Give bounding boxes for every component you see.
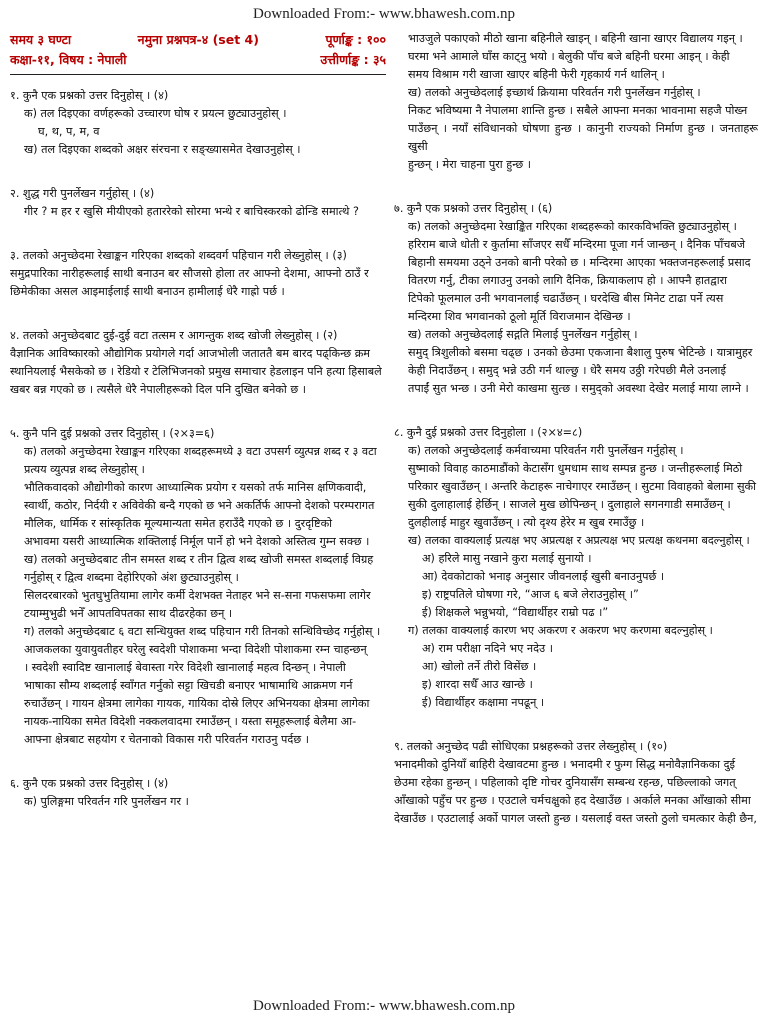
question-8-b-item: इ) राष्ट्रपतिले घोषणा गरे, “आज ६ बजे लेराउनुहोस् ।” [422,588,639,601]
top-para-line: समय विश्राम गरी खाजा खाएर बहिनी फेरी गृहकार्य गर्न थालिन् । [408,68,665,81]
question-4-title: ४. तलको अनुच्छेदबाट दुई-दुई वटा तत्सम र आगन्तुक शब्द खोजी लेख्नुहोस् । (२) [10,329,338,342]
question-5-a-line: मौलिक, धार्मिक र सांस्कृतिक मूल्यमान्यता समेत हराउँदै गएको छ । दुरदृष्टिको [24,517,333,530]
question-4-line: स्थानियलाई भैसकेको छ । रेडियो र टेलिभिजनको प्रमुख समाचार हेडलाइन पनि हत्या हिसाबले [10,365,382,378]
question-8-b-item: आ) देवकोटाको भनाइ अनुसार जीवनलाई खुसी बनाउनुपर्छ । [422,570,665,583]
question-5-b: ख) तलको अनुच्छेदबाट तीन समस्त शब्द र तीन द्वित्व शब्द खोजी समस्त शब्दलाई विग्रह गर्नुहोस् र द्वित्व शब्दमा देहोरिएको अंश छुट्याउनुहोस् । [24,553,374,584]
question-6-b-line: पाउँछन् । नयाँ संविधानको घोषणा हुन्छ । कानुनी राज्यको निर्माण हुन्छ । जनताहरू खुसी [408,122,758,153]
question-6-b-line: हुन्छन् । मेरा चाहना पुरा हुन्छ । [408,158,532,171]
question-5-c-line: रुचाउँछन् । गायन क्षेत्रमा लागेका गायक, गायिका दोस्रे लिएर अभिनयका क्षेत्रमा लागेका [24,697,370,710]
question-5-a-line: अभावमा यसरी आध्यात्मिक शक्तिलाई निर्मूल पार्ने हो भने देशको अस्तित्व गुम्न सक्छ । [24,535,370,548]
question-1-title: १. कुनै एक प्रश्नको उत्तर दिनुहोस् । (४) [10,89,169,102]
question-2-line: गीर ? म हर र खुसि मीयीएको हताररेको सोरमा भन्थे र बाचिस्करको ढोन्डि समात्थे ? [24,205,359,218]
question-5-c-line: । स्वदेशी स्वादिष्ट खानालाई बेवास्ता गरेर विदेशी खानालाई महत्व दिन्छन् । नेपाली [24,661,346,674]
right-column [394,30,758,828]
exam-class-subject: कक्षा-११, विषय : नेपाली [10,52,127,67]
question-7-b: ख) तलको अनुच्छेदलाई सद्गति मिलाई पुनर्लेखन गर्नुहोस् । [408,328,638,341]
question-8-b: ख) तलका वाक्यलाई प्रत्यक्ष भए अप्रत्यक्ष र अप्रत्यक्ष भए प्रत्यक्ष कथनमा बदल्नुहोस् । [408,534,750,547]
question-9-line: आँखाको पहुँच पर हुन्छ । एउटाले चर्मचक्षुको हद देखाउँछ । अर्काले मनका आँखाको सीमा [394,794,751,807]
question-8-c-item: आ) खोलो तर्ने तीरो विसेंछ । [422,660,537,673]
question-4-line: खबर बन्न गएको छ । त्यसैले धेरै नेपालीहरूको दिल पनि दुखित बनेको छ । [10,383,306,396]
question-8-c-item: अ) राम परीक्षा नदिने भए नदेउ । [422,642,553,655]
question-7-a-line: बिहानी समयमा उठ्ने उनको बानी परेको छ । मन्दिरमा आएका भक्तजनहरूलाई प्रसाद [408,256,751,269]
exam-header-row-2 [10,50,386,70]
question-5-b-line: टयाम्मुभुढी भनेँ आपतविपतका साथ दीढरहेका छन् । [24,607,233,620]
question-5-c-line: नायक-नायिका समेत विदेशी नक्कलवादमा रमाउँछन् । यस्ता समूहरूलाई बेलैमा आ- [24,715,357,728]
question-3-title: ३. तलको अनुच्छेदमा रेखाङ्कन गरिएका शब्दको शब्दवर्ग पहिचान गरी लेख्नुहोस् । (३) [10,249,347,262]
question-8-a-line: सुष्माको विवाह काठमाडौंको केटासँग धुमधाम साथ सम्पन्न हुन्छ । जन्तीहरूलाई मिठो [408,462,743,475]
question-5-a: क) तलको अनुच्छेदमा रेखाङ्कन गरिएका शब्दहरूमध्ये ३ वटा उपसर्ग व्युत्पन्न शब्द र ३ वटा प्रत्यय व्युत्पन्न शब्द लेख्नुहोस् । [24,445,377,476]
question-1-a-letters: घ, थ, प, म, व [38,125,100,138]
question-7-a-line: वितरण गर्नु, टीका लगाउनु उनको लागि दैनिक, क्रियाकलाप हो । आफ्नै हातद्वारा [408,274,728,287]
exam-title: नमुना प्रश्नपत्र-४ (set 4) [137,32,259,47]
exam-full-marks: पूर्णाङ्क : १०० [325,32,386,47]
question-5-b-line: सिलदरबारको भुतघुभुतियामा लागेर कर्मी देशभक्त नेताहर भने स-सना गफसफमा लागेर [24,589,371,602]
question-3-line: समुद्रपारिका नारीहरूलाई साथी बनाउन बर सौजसो होला तर आफ्नो देशमा, आफ्नो ठाउँ र [10,267,369,280]
question-7-a-line: मन्दिरमा शिव भगवानको ठूलो मूर्ति विराजमान देखिन्छ । [408,310,631,323]
question-4-line: वैज्ञानिक आविष्कारको औद्योगिक प्रयोगले गर्दा आजभोली जताततै बम बारद पढ्किन्छ क्रम [10,347,370,360]
question-7 [394,200,758,398]
question-7-a-line: टिपेको फूलमाल उनी भगवानलाई चढाउँछन् । घरदेखि बीस मिनेट टाढा पर्ने त्यस [408,292,724,305]
question-8-c-item: इ) शारदा सधैँ आउ खान्छे । [422,678,533,691]
site-header: Downloaded From:- www.bhawesh.com.np [253,6,515,22]
question-9 [394,738,758,828]
question-8-a-line: परिकार खुवाउँछन् । अन्तरि केटाहरू नाचेगाएर रमाउँछन् । सुटमा विवाहको बेलामा सुकी [408,480,757,493]
question-7-a-line: हरिराम बाजे धोती र कुर्तामा साँजएर सधैँ मन्दिरमा पूजा गर्न जान्छन् । दैनिक पाँचबजे [408,238,746,251]
top-para-line: घरमा भने आमाले घाँस काट्नु भयो । बेलुकी पाँच बजे बहिनी घरमा आइन् । केही [408,50,730,63]
question-1 [10,87,386,159]
question-4 [10,327,386,399]
question-6-a: क) पुलिङ्गमा परिवर्तन गरि पुनर्लेखन गर । [24,795,189,808]
question-8-a-line: सुकी दुलाहालाई हेर्छिन् । साजले मुख छोपिन्छन् । दुलाहाले सगनगाडी समाउँछन् । [408,498,731,511]
question-1-a: क) तल दिइएका वर्णहरूको उच्चारण घोष र प्रयत्न छुट्याउनुहोस् । [24,107,287,120]
exam-pass-marks: उत्तीर्णाङ्क : ३५ [320,52,386,67]
question-7-b-line: तपाईं सुत भन्छ । उनी मेरो काखमा सुत्छ । समुद्को अवस्था देखेर मलाई माया लाग्ने । [408,382,749,395]
question-6-title: ६. कुनै एक प्रश्नको उत्तर दिनुहोस् । (४) [10,777,169,790]
question-7-b-line: समुद् त्रिशुलीको बसमा चढ्छ । उनको छेउमा एकजाना बैशालु पुरुष भेटिन्छे । यात्रामुहर [408,346,753,359]
question-7-a: क) तलको अनुच्छेदमा रेखाङ्कित गरिएका शब्दहरूको कारकविभक्ति छुट्याउनुहोस् । [408,220,737,233]
question-5-title: ५. कुनै पनि दुई प्रश्नको उत्तर दिनुहोस् । (२×३=६) [10,427,215,440]
question-7-title: ७. कुनै एक प्रश्नको उत्तर दिनुहोस् । (६) [394,202,553,215]
question-9-title: ९. तलको अनुच्छेद पढी सोधिएका प्रश्नहरूको उत्तर लेख्नुहोस् । (१०) [394,740,668,753]
question-5-a-line: स्वार्थी, कठोर, निर्दयी र अविवेकी बन्दै गएको छ भने अकर्तिर्फ आफ्नो देशको परम्परागत [24,499,375,512]
question-7-b-line: केही निदाउँछन् । समुद् भन्ने उठी गर्न थाल्छु । धेरै समय उठ्ठी गरेपछी मैले उनलाई [408,364,726,377]
question-5-c-line: भाषाका सौम्य शब्दलाई स्वाँगत गर्नुको सट्टा खिचडी बनाएर भाषामाथि आक्रमण गर्न [24,679,353,692]
question-8-a: क) तलको अनुच्छेदलाई कर्मवाच्यमा परिवर्तन गरी पुनर्लेखन गर्नुहोस् । [408,444,684,457]
question-5-c-line: आफ्ना क्षेत्रबाट सहयोग र चेतनाको विकास गरी परिवर्तन गराउनु पर्दछ । [24,733,309,746]
question-6-b-line: निकट भविष्यमा नै नेपालमा शान्ति हुन्छ । सबैले आफ्ना मनका भावनामा सहजै पोख्न [408,104,748,117]
top-para-line: भाउजुले पकाएको मीठो खाना बहिनीले खाइन् । बहिनी खाना खाएर विद्यालय गइन् । [408,32,743,45]
left-column [10,30,386,811]
question-8-b-item: अ) हरिले मासु नखाने कुरा मलाई सुनायो । [422,552,592,565]
header-divider [10,74,386,75]
question-8-a-line: दुलहीलाई माहुर खुवाउँछन् । त्यो दृश्य हेरेर म खुब रमाउँछु । [408,516,645,529]
question-3 [10,247,386,301]
question-9-line: देखाउँछ । एउटालाई अर्को पागल जस्तो हुन्छ । यसलाई वस्त जस्तो ठुलो चमत्कार केही छैन, [394,812,757,825]
question-5 [10,425,386,749]
exam-header-row-1 [10,30,386,50]
question-8-b-item: ई) शिक्षकले भन्नुभयो, “विद्यार्थीहर राम्रो पढ ।” [422,606,609,619]
question-1-b: ख) तल दिइएका शब्दको अक्षर संरचना र सङ्ख्यासमेत देखाउनुहोस् । [24,143,301,156]
question-8-c: ग) तलका वाक्यलाई कारण भए अकरण र अकरण भए करणमा बदल्नुहोस् । [408,624,713,637]
question-2 [10,185,386,221]
exam-time: समय ३ घण्टा [10,32,72,47]
question-8-c-item: ई) विद्यार्थीहर कक्षामा नपढून् । [422,696,545,709]
question-5-c-line: आजकलका युवायुवतीहर घरेलु स्वदेशी पोशाकमा भन्दा विदेशी पोशाकमा रम्न चाहन्छन् [24,643,367,656]
question-9-line: भनादमीको दुनियाँ बाहिरी देखावटमा हुन्छ । भनादमी र फुग्ग सिद्ध मनोवैज्ञानिकका दुई [394,758,736,771]
site-footer: Downloaded From:- www.bhawesh.com.np [253,998,515,1014]
question-5-a-line: भौतिकवादको औद्योगीको कारण आध्यात्मिक प्रयोग र यसको तर्फ मानिस क्षणिकवादी, [24,481,367,494]
question-2-title: २. शुद्ध गरी पुनर्लेखन गर्नुहोस् । (४) [10,187,155,200]
question-3-line: छिमेकीका असल आइमाईलाई साथी बनाउन हामीलाई धेरै गाह्रो पर्छ । [10,285,285,298]
question-5-c: ग) तलको अनुच्छेदबाट ६ वटा सन्धियुक्त शब्द पहिचान गरी तिनको सन्धिविच्छेद गर्नुहोस् । [24,625,381,638]
question-6-b: ख) तलको अनुच्छेदलाई इच्छार्थ क्रियामा परिवर्तन गरी पुनर्लेखन गर्नुहोस् । [408,86,701,99]
question-8-title: ८. कुनै दुई प्रश्नको उत्तर दिनुहोला । (२×४=८) [394,426,583,439]
question-6 [10,775,386,811]
question-9-line: छेउमा रहेका हुन्छन् । पहिलाको दृष्टि गोचर दुनियासँग सम्बन्ध रहन्छ, पछिल्लाको जगत् [394,776,736,789]
question-8 [394,424,758,712]
